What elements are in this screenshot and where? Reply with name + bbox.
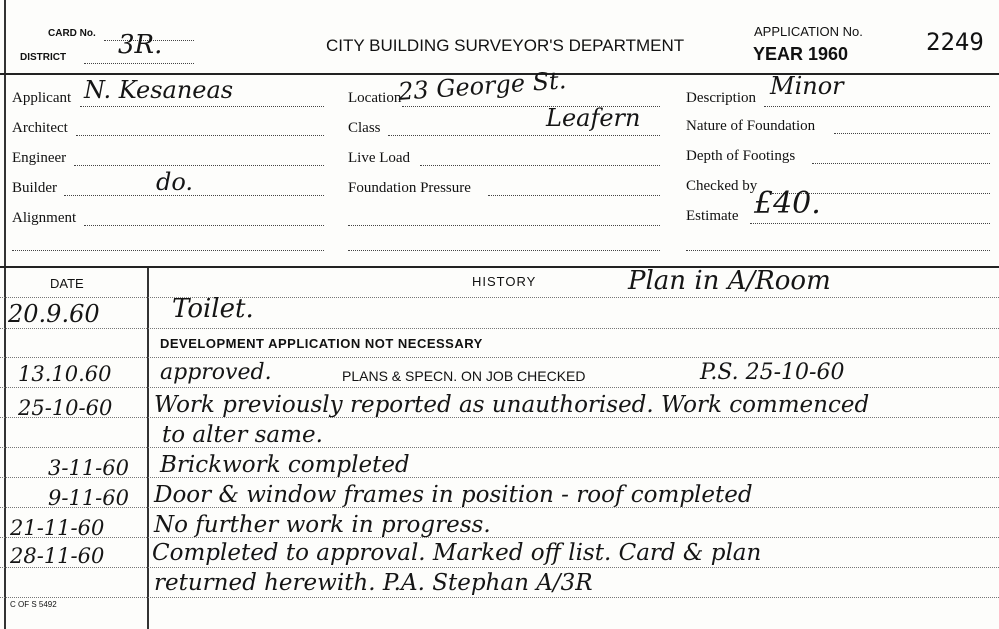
history-date: 25-10-60 bbox=[18, 396, 113, 420]
live-load-line bbox=[420, 165, 660, 166]
applicant-value: N. Kesaneas bbox=[84, 76, 234, 104]
depth-footings-line bbox=[812, 163, 990, 164]
history-entry: approved. bbox=[160, 360, 272, 385]
history-entry: Work previously reported as unauthorised. Work commenced bbox=[154, 392, 870, 418]
ruled-line bbox=[0, 477, 999, 478]
ruled-line bbox=[0, 328, 999, 329]
engineer-label: Engineer bbox=[12, 150, 67, 166]
history-header: HISTORY bbox=[472, 274, 537, 289]
ruled-line bbox=[0, 387, 999, 388]
estimate-label: Estimate bbox=[686, 208, 739, 224]
description-line bbox=[764, 106, 990, 107]
ruled-line bbox=[0, 357, 999, 358]
date-header: DATE bbox=[50, 276, 84, 291]
ruled-line bbox=[0, 537, 999, 538]
application-no-label: APPLICATION No. bbox=[754, 24, 863, 39]
history-entry: Completed to approval. Marked off list. Card & plan bbox=[152, 540, 762, 566]
history-divider bbox=[0, 266, 999, 268]
history-date: 28-11-60 bbox=[10, 544, 105, 568]
architect-line bbox=[76, 135, 324, 136]
foundation-pressure-line bbox=[488, 195, 660, 196]
history-entry: No further work in progress. bbox=[154, 512, 491, 538]
nature-foundation-label: Nature of Foundation bbox=[686, 118, 816, 134]
development-stamp: DEVELOPMENT APPLICATION NOT NECESSARY bbox=[160, 336, 483, 351]
plan-note: Plan in A/Room bbox=[628, 266, 831, 296]
checked-by-label: Checked by bbox=[686, 178, 758, 194]
description-label: Description bbox=[686, 90, 756, 106]
department-title: CITY BUILDING SURVEYOR'S DEPARTMENT bbox=[326, 36, 685, 55]
year-label: YEAR 1960 bbox=[753, 44, 849, 64]
alignment-line-2 bbox=[12, 250, 324, 251]
builder-label: Builder bbox=[12, 180, 57, 196]
alignment-line bbox=[84, 225, 324, 226]
builder-line bbox=[64, 195, 324, 196]
engineer-line bbox=[74, 165, 324, 166]
history-date: 13.10.60 bbox=[18, 362, 112, 386]
location-value-1: 23 George St. bbox=[397, 66, 568, 106]
plans-stamp: PLANS & SPECN. ON JOB CHECKED bbox=[342, 368, 586, 384]
history-date: 20.9.60 bbox=[8, 300, 100, 328]
class-label: Class bbox=[348, 120, 381, 136]
history-entry: Brickwork completed bbox=[160, 452, 410, 478]
foundation-pressure-label: Foundation Pressure bbox=[348, 180, 471, 196]
applicant-label: Applicant bbox=[12, 90, 72, 106]
class-line bbox=[388, 135, 660, 136]
alignment-label: Alignment bbox=[12, 210, 77, 226]
applicant-line bbox=[80, 106, 324, 107]
history-entry: Door & window frames in position - roof completed bbox=[154, 482, 753, 508]
architect-label: Architect bbox=[12, 120, 68, 136]
district-line bbox=[84, 63, 194, 64]
ruled-line bbox=[0, 567, 999, 568]
nature-foundation-line bbox=[834, 133, 990, 134]
depth-footings-label: Depth of Footings bbox=[686, 148, 796, 164]
history-entry: to alter same. bbox=[162, 422, 323, 448]
description-value: Minor bbox=[770, 72, 844, 100]
column3-line-b bbox=[686, 250, 990, 251]
column2-line-a bbox=[348, 225, 660, 226]
live-load-label: Live Load bbox=[348, 150, 411, 166]
builder-value: do. bbox=[156, 168, 194, 196]
location-value-2: Leafern bbox=[546, 104, 641, 132]
card-left-border bbox=[4, 0, 6, 629]
card-no-label: CARD No. bbox=[48, 28, 96, 39]
ruled-line bbox=[0, 447, 999, 448]
history-date: 21-11-60 bbox=[10, 516, 105, 540]
history-date: 3-11-60 bbox=[48, 456, 129, 480]
ruled-line bbox=[0, 597, 999, 598]
location-label: Location bbox=[348, 90, 402, 106]
estimate-line bbox=[750, 223, 990, 224]
ruled-line bbox=[0, 297, 999, 298]
district-label: DISTRICT bbox=[20, 52, 67, 63]
history-entry: Toilet. bbox=[172, 294, 254, 324]
history-date: 9-11-60 bbox=[48, 486, 129, 510]
history-entry: returned herewith. P.A. Stephan A/3R bbox=[154, 570, 593, 596]
date-column-divider bbox=[147, 268, 149, 629]
column2-line-b bbox=[348, 250, 660, 251]
form-code: C OF S 5492 bbox=[10, 600, 57, 609]
application-number: 2249 bbox=[926, 28, 984, 56]
history-entry: P.S. 25-10-60 bbox=[700, 360, 845, 385]
estimate-value: £40. bbox=[754, 186, 821, 221]
district-value: 3R. bbox=[118, 30, 163, 60]
